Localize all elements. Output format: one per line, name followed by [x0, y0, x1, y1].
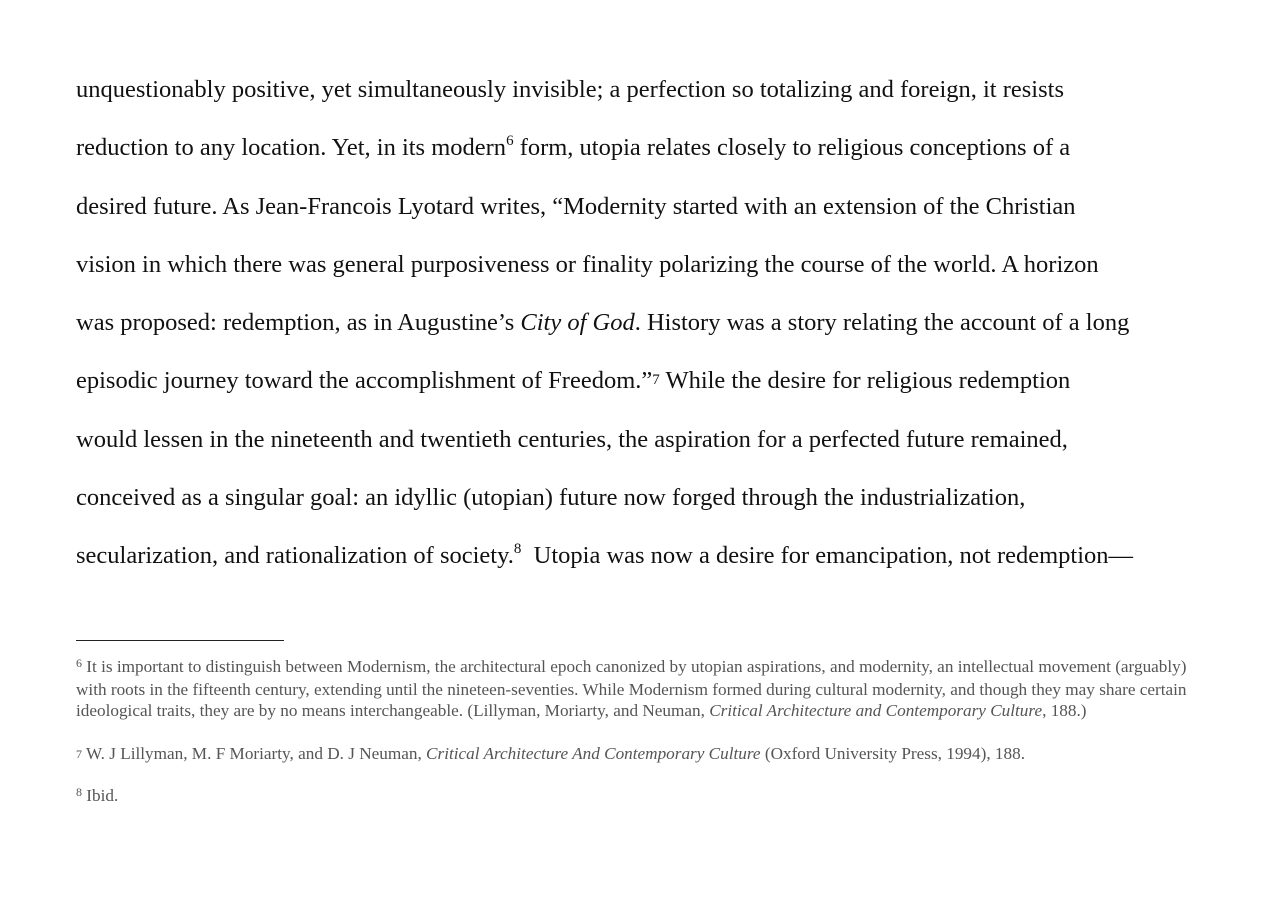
text-segment: vision in which there was general purposiveness or finality polarizing the course of the world. A horizon — [76, 250, 1099, 278]
footnote-7 — [76, 743, 1206, 766]
body-line — [76, 187, 1216, 245]
text-segment: form, utopia relates closely to religious conceptions of a — [513, 134, 1071, 162]
footnote-mark: 8 — [76, 785, 82, 799]
body-line — [76, 303, 1216, 361]
text-segment: secularization, and rationalization of society. — [76, 542, 514, 570]
text-segment: Utopia was now a desire for emancipation, not redemption— — [521, 542, 1134, 570]
footnote-text: It is important to distinguish between Modernism, the architectural epoch canonized by utopian aspirations, and modernity, an intellectual movement (arguably) with roots in the fifteenth century, extending until the nineteen-seventies. While Modernism formed during cultural modernity, and though they may share certain ideological traits, they are by no means interchangeable. (Lillyman, Moriarty, and Neuman, — [76, 657, 1187, 720]
body-line — [76, 245, 1216, 303]
body-line — [76, 128, 1216, 186]
book-title: Critical Architecture And Contemporary Culture — [426, 744, 761, 763]
text-segment: episodic journey toward the accomplishment of Freedom.” — [76, 367, 653, 395]
footnote-ref-8[interactable]: 8 — [513, 541, 522, 558]
footnote-6 — [76, 656, 1206, 721]
text-segment: was proposed: redemption, as in Augustine’s — [76, 309, 521, 337]
book-title: Critical Architecture and Contemporary Culture — [709, 701, 1043, 720]
footnote-text: W. J Lillyman, M. F Moriarty, and D. J Neuman, — [82, 744, 427, 763]
body-line — [76, 361, 1216, 419]
text-segment: would lessen in the nineteenth and twentieth centuries, the aspiration for a perfected future remained, — [76, 425, 1068, 453]
footnote-separator — [76, 640, 284, 641]
footnotes — [76, 656, 1206, 808]
footnote-text: Ibid. — [82, 786, 119, 805]
body-line — [76, 70, 1216, 128]
footnote-mark: 6 — [76, 656, 82, 670]
text-segment: reduction to any location. Yet, in its modern — [76, 134, 507, 162]
body-line — [76, 478, 1216, 536]
footnote-text: (Oxford University Press, 1994), 188. — [760, 744, 1026, 763]
footnote-ref-6[interactable]: 6 — [506, 133, 514, 150]
text-segment: conceived as a singular goal: an idyllic (utopian) future now forged through the industrialization, — [76, 484, 1026, 512]
text-segment: . History was a story relating the account of a long — [634, 309, 1130, 337]
body-text — [76, 70, 1216, 595]
book-title: City of God — [520, 309, 635, 337]
footnote-ref-7[interactable]: 7 — [652, 372, 660, 389]
footnote-mark: 7 — [76, 747, 82, 761]
text-segment: unquestionably positive, yet simultaneously invisible; a perfection so totalizing and foreign, it resists — [76, 76, 1064, 103]
footnote-text: , 188.) — [1042, 701, 1087, 720]
text-segment: While the desire for religious redemption — [659, 367, 1071, 395]
body-line — [76, 536, 1216, 594]
body-line — [76, 420, 1216, 478]
text-segment: desired future. As Jean-Francois Lyotard writes, “Modernity started with an extension of the Christian — [76, 192, 1076, 220]
footnote-8 — [76, 785, 1206, 808]
